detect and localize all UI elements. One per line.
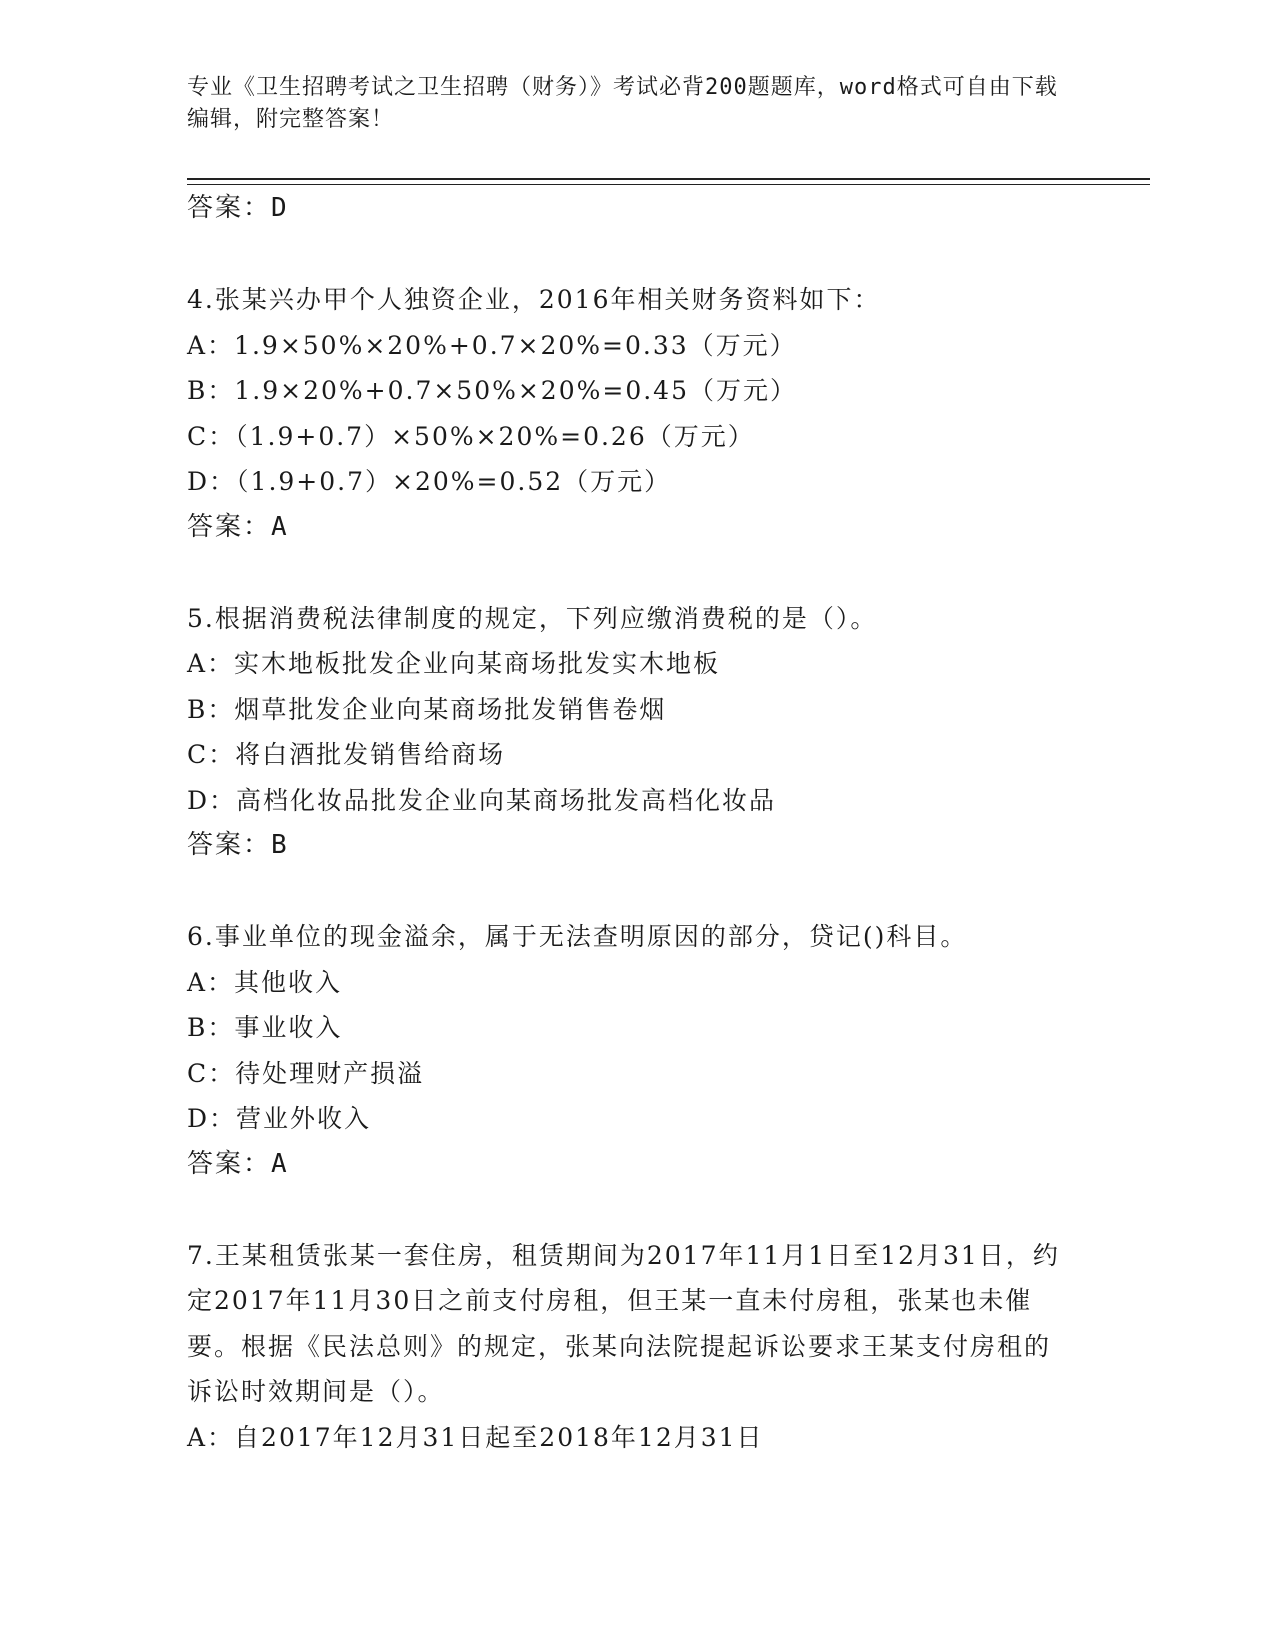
option-c: C：待处理财产损溢 xyxy=(187,1058,425,1088)
option-c: C：将白酒批发销售给商场 xyxy=(187,740,506,769)
header-rule xyxy=(187,178,1150,180)
question-stem: 4.张某兴办甲个人独资企业，2016年相关财务资料如下： xyxy=(187,285,881,314)
answer-line: 答案：B xyxy=(187,830,289,860)
option-d: D：（1.9+0.7）×20%=0.52（万元） xyxy=(187,467,672,496)
question-item xyxy=(187,277,1067,550)
question-item xyxy=(187,1233,1067,1461)
option-a: A：自2017年12月31日起至2018年12月31日 xyxy=(187,1422,764,1452)
option-b: B：烟草批发企业向某商场批发销售卷烟 xyxy=(187,694,667,724)
question-item xyxy=(187,914,1067,1187)
option-a: A：实木地板批发企业向某商场批发实木地板 xyxy=(187,649,721,678)
question-list xyxy=(187,186,1067,1460)
option-c: C：（1.9+0.7）×50%×20%=0.26（万元） xyxy=(187,421,755,451)
option-a: A：其他收入 xyxy=(187,967,343,997)
option-d: D：高档化妆品批发企业向某商场批发高档化妆品 xyxy=(187,785,777,815)
option-b: B：事业收入 xyxy=(187,1013,343,1042)
document-header: 专业《卫生招聘考试之卫生招聘（财务）》考试必背200题题库，word格式可自由下载编辑，附完整答案！ xyxy=(187,75,1058,132)
header-rule-thin xyxy=(187,184,1150,185)
answer-line: 答案：A xyxy=(187,1148,289,1179)
option-b: B：1.9×20%+0.7×50%×20%=0.45（万元） xyxy=(187,376,797,405)
option-d: D：营业外收入 xyxy=(187,1104,372,1133)
question-stem: 7.王某租赁张某一套住房，租赁期间为2017年11月1日至12月31日，约定2017年11月30日之前支付房租，但王某一直未付房租，张某也未催要。根据《民法总则》的规定，张某向法院提起诉讼要求王某支付房租的诉讼时效期间是（）。 xyxy=(187,1240,1060,1406)
option-a: A：1.9×50%×20%+0.7×20%=0.33（万元） xyxy=(187,330,797,360)
answer-line: 答案：D xyxy=(187,193,289,223)
question-stem: 6.事业单位的现金溢余，属于无法查明原因的部分，贷记()科目。 xyxy=(187,922,968,951)
question-item xyxy=(187,596,1067,869)
answer-line: 答案：A xyxy=(187,511,289,542)
question-stem: 5.根据消费税法律制度的规定，下列应缴消费税的是（）。 xyxy=(187,603,878,633)
